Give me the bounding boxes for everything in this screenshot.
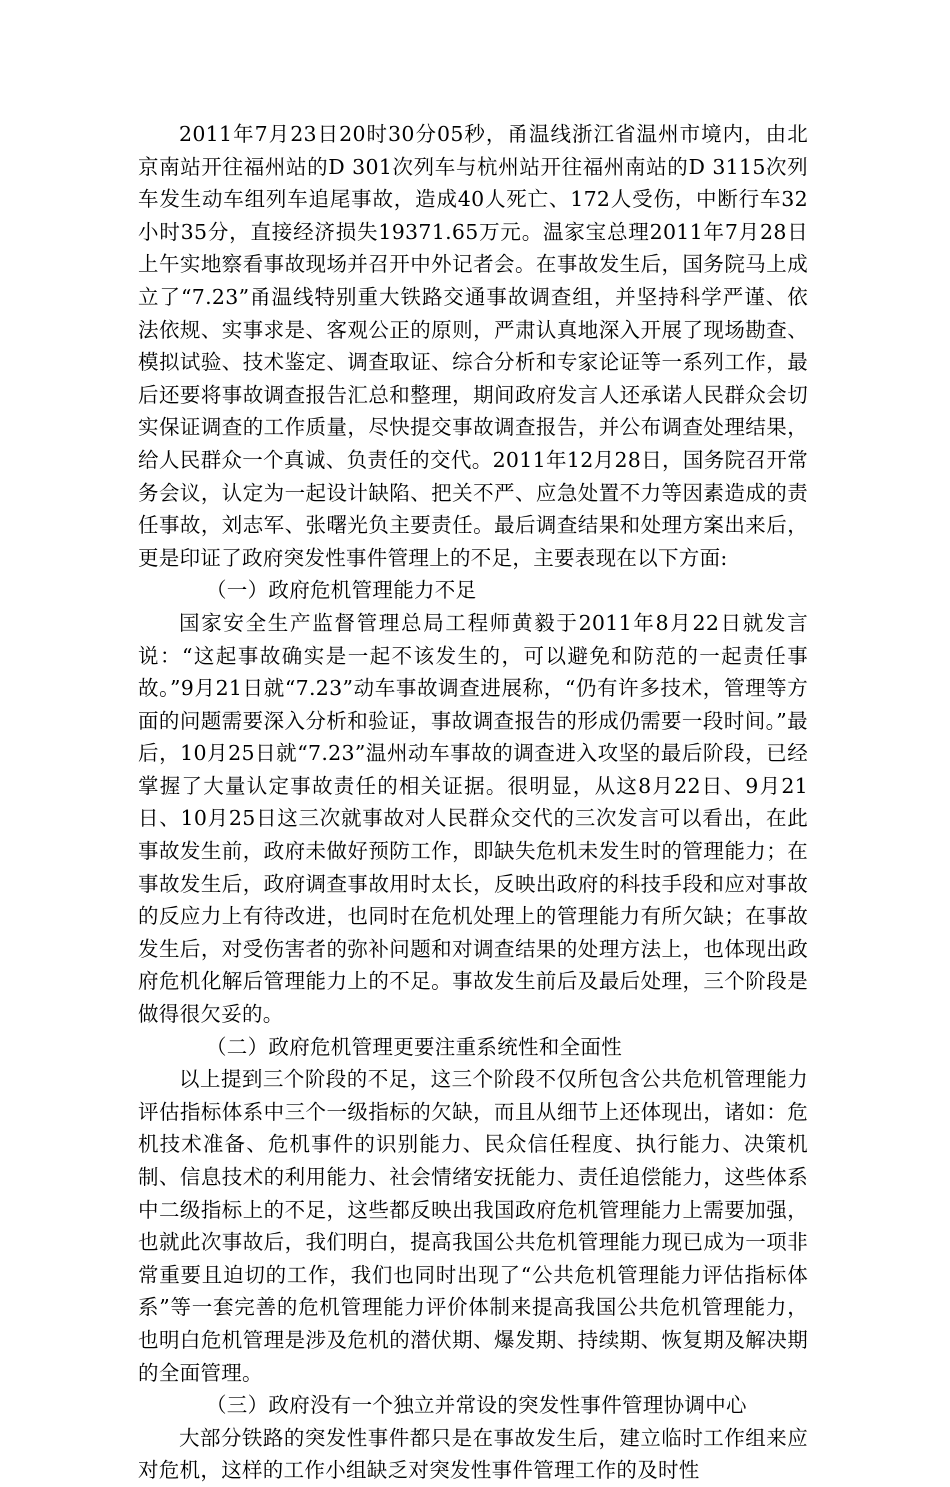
paragraph-section-3: 大部分铁路的突发性事件都只是在事故发生后，建立临时工作组来应对危机，这样的工作小组缺乏对突发性事件管理工作的及时性 [138, 1425, 808, 1483]
section-heading-2: （二）政府危机管理更要注重系统性和全面性 [206, 1034, 622, 1059]
paragraph-section-2: 以上提到三个阶段的不足，这三个阶段不仅所包含公共危机管理能力评估指标体系中三个一级指标的欠缺，而且从细节上还体现出，诸如：危机技术准备、危机事件的识别能力、民众信任程度、执行能力、决策机制、信息技术的利用能力、社会情绪安抚能力、责任追偿能力，这些体系中二级指标上的不足，这些都反映出我国政府危机管理能力上需要加强，也就此次事故后，我们明白，提高我国公共危机管理能力现已成为一项非常重要且迫切的工作，我们也同时出现了“公共危机管理能力评估指标体系”等一套完善的危机管理能力评价体制来提高我国公共危机管理能力，也明白危机管理是涉及危机的潜伏期、爆发期、持续期、恢复期及解决期的全面管理。 [138, 1067, 808, 1385]
section-heading-1: （一）政府危机管理能力不足 [206, 578, 477, 603]
paragraph-section-1: 国家安全生产监督管理总局工程师黄毅于2011年8月22日就发言说：“这起事故确实是一起不该发生的，可以避免和防范的一起责任事故。”9月21日就“7.23”动车事故调查进展称，“仍有许多技术，管理等方面的问题需要深入分析和验证，事故调查报告的形成仍需要一段时间。”最后，10月25日就“7.23”温州动车事故的调查进入攻坚的最后阶段，已经掌握了大量认定事故责任的相关证据。很明显，从这8月22日、9月21日、10月25日这三次就事故对人民群众交代的三次发言可以看出，在此事故发生前，政府未做好预防工作，即缺失危机未发生时的管理能力；在事故发生后，政府调查事故用时太长，反映出政府的科技手段和应对事故的反应力上有待改进，也同时在危机处理上的管理能力有所欠缺；在事故发生后，对受伤害者的弥补问题和对调查结果的处理方法上，也体现出政府危机化解后管理能力上的不足。事故发生前后及最后处理，三个阶段是做得很欠妥的。 [138, 610, 808, 1027]
paragraph-incident-overview: 2011年7月23日20时30分05秒，甬温线浙江省温州市境内，由北京南站开往福州站的D 301次列车与杭州站开往福州南站的D 3115次列车发生动车组列车追尾事故，造成40人死亡、172人受伤，中断行车32小时35分，直接经济损失19371.65万元。温家宝总理2011年7月28日上午实地察看事故现场并召开中外记者会。在事故发生后，国务院马上成立了“7.23”甬温线特别重大铁路交通事故调查组，并坚持科学严谨、依法依规、实事求是、客观公正的原则，严肃认真地深入开展了现场勘查、模拟试验、技术鉴定、调查取证、综合分析和专家论证等一系列工作，最后还要将事故调查报告汇总和整理，期间政府发言人还承诺人民群众会切实保证调查的工作质量，尽快提交事故调查报告，并公布调查处理结果，给人民群众一个真诚、负责任的交代。2011年12月28日，国务院召开常务会议，认定为一起设计缺陷、把关不严、应急处置不力等因素造成的责任事故，刘志军、张曙光负主要责任。最后调查结果和处理方案出来后，更是印证了政府突发性事件管理上的不足，主要表现在以下方面: [138, 122, 808, 570]
section-heading-3: （三）政府没有一个独立并常设的突发性事件管理协调中心 [206, 1393, 747, 1418]
document-body [138, 118, 808, 1487]
